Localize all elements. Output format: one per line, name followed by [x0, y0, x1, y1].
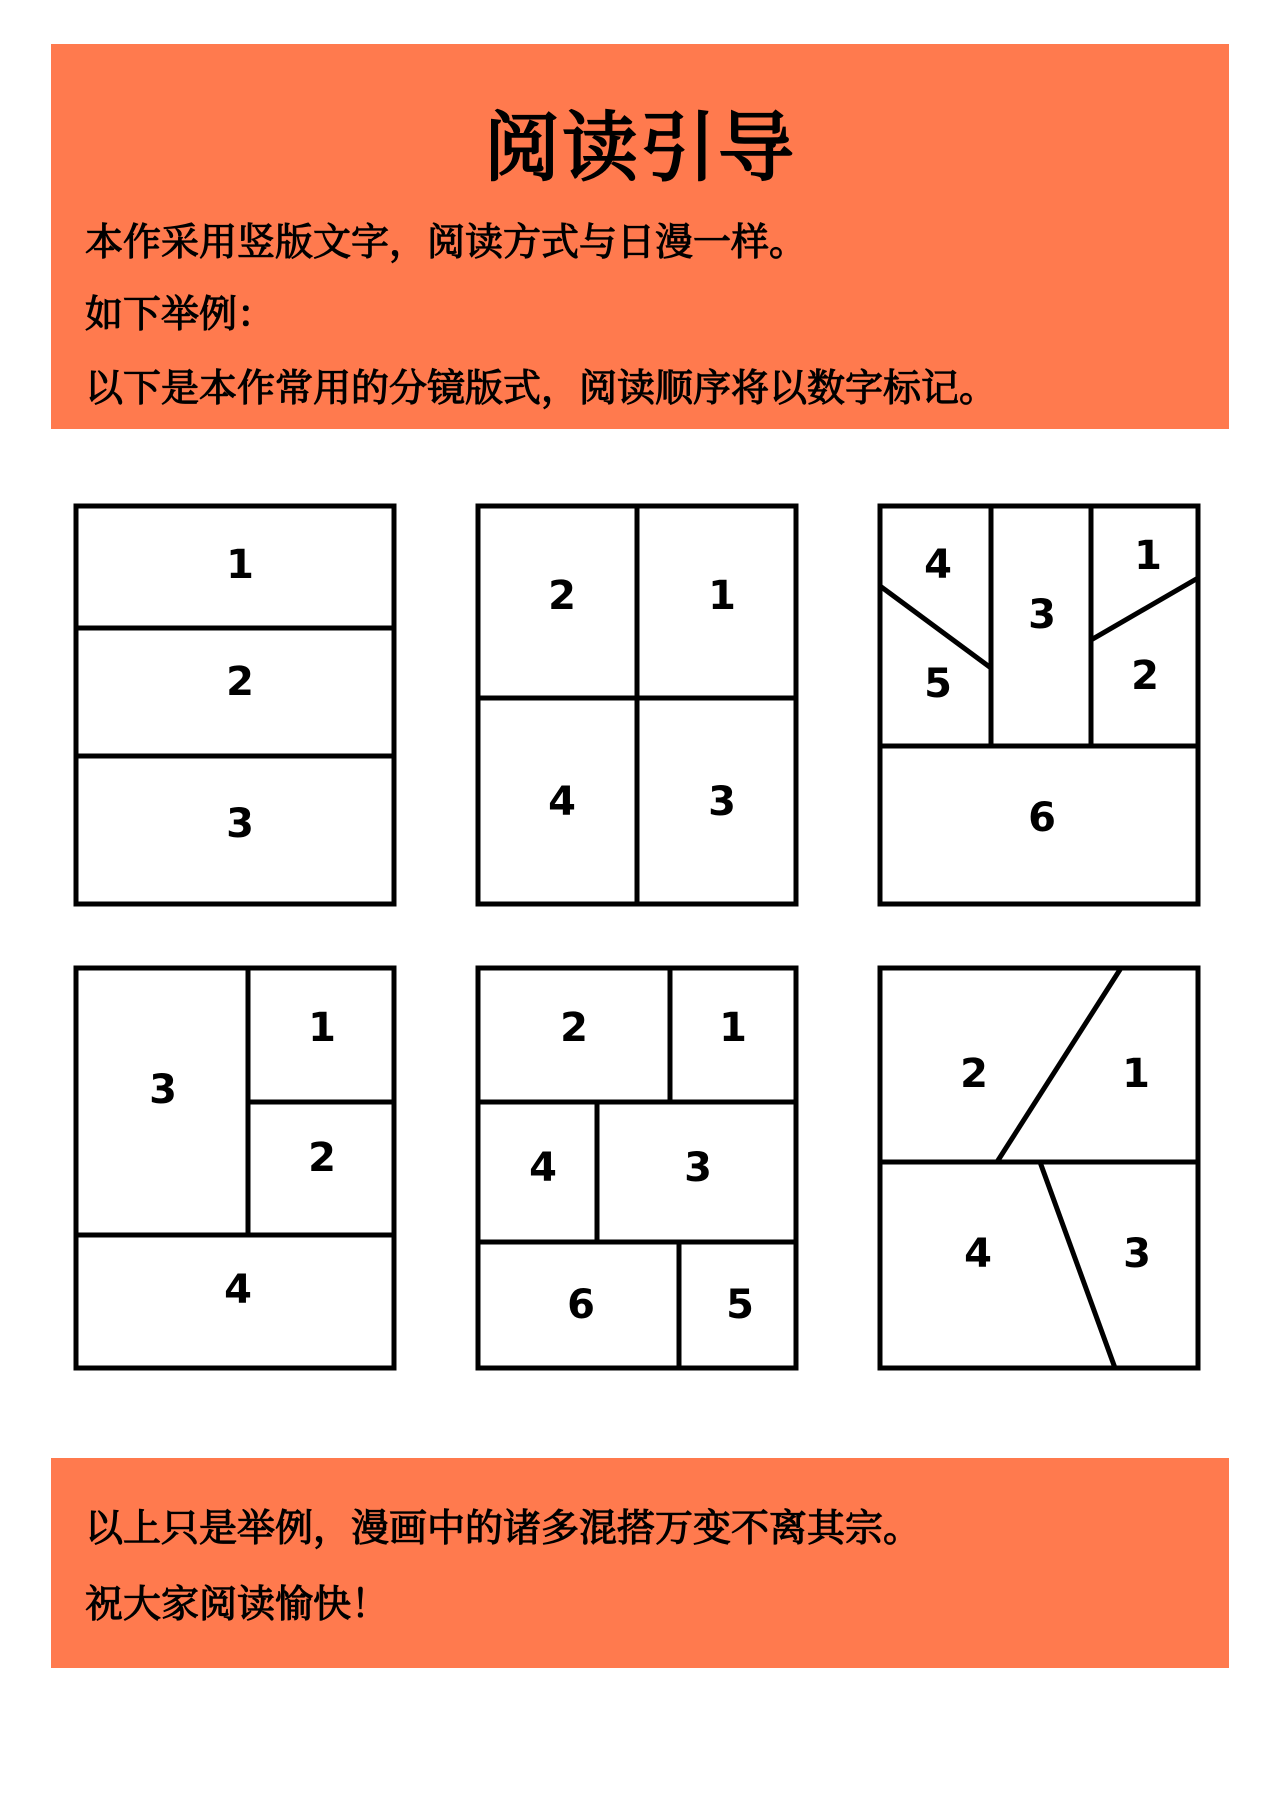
panel-number: 2	[560, 1005, 588, 1051]
panel-number: 3	[1028, 592, 1056, 638]
panel-number: 3	[708, 779, 736, 825]
panel-number: 3	[226, 801, 254, 847]
panel-number: 1	[719, 1005, 747, 1051]
panel-number: 1	[1122, 1051, 1150, 1097]
layout-3-diagonal	[1091, 578, 1198, 640]
closing-line-2: 祝大家阅读愉快！	[85, 1582, 390, 1626]
layout-2	[478, 506, 796, 904]
closing-line-1: 以上只是举例，漫画中的诸多混搭万变不离其宗。	[85, 1506, 922, 1550]
layout-6-diagonal	[997, 968, 1121, 1162]
panel-number: 5	[924, 661, 952, 707]
panel-number: 1	[226, 542, 254, 588]
layout-3-diagonal	[880, 586, 991, 668]
intro-line-3: 以下是本作常用的分镜版式，阅读顺序将以数字标记。	[85, 366, 998, 410]
panel-number: 2	[1131, 653, 1159, 699]
panel-number: 1	[1134, 533, 1162, 579]
layout-6-diagonal	[1040, 1162, 1115, 1368]
intro-line-1: 本作采用竖版文字，阅读方式与日漫一样。	[85, 220, 808, 264]
panel-number: 1	[708, 573, 736, 619]
footer-banner	[51, 1458, 1229, 1668]
panel-number: 2	[226, 659, 254, 705]
layout-6-frame	[880, 968, 1198, 1368]
intro-line-2: 如下举例：	[85, 292, 276, 336]
panel-number: 2	[960, 1051, 988, 1097]
panel-number: 3	[1123, 1231, 1151, 1277]
panel-number: 6	[1028, 795, 1056, 841]
panel-number: 2	[548, 573, 576, 619]
panel-number: 4	[548, 779, 576, 825]
panel-number: 5	[726, 1282, 754, 1328]
panel-number: 3	[149, 1067, 177, 1113]
layout-6	[880, 968, 1198, 1368]
panel-number: 4	[924, 542, 952, 588]
panel-number: 3	[684, 1145, 712, 1191]
panel-number: 6	[567, 1282, 595, 1328]
panel-number: 4	[964, 1231, 992, 1277]
panel-number: 2	[308, 1135, 336, 1181]
page-title: 阅读引导	[484, 103, 796, 192]
panel-number: 1	[308, 1005, 336, 1051]
panel-number: 4	[224, 1267, 252, 1313]
panel-number: 4	[529, 1145, 557, 1191]
